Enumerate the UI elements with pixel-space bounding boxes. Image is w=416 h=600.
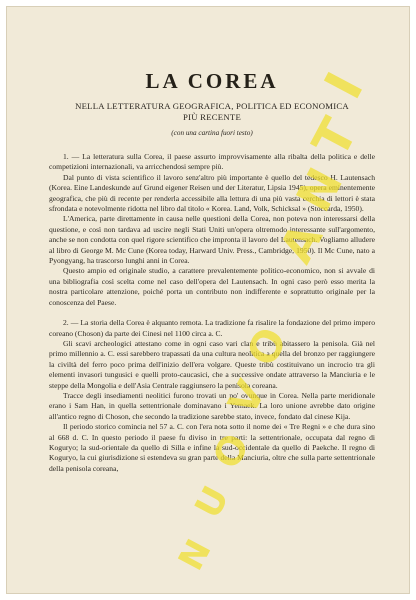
paragraph: 2. — La storia della Corea è alquanto remota. La tradizione fa risalire la fondazione del primo impero coreano (Choson) da parte dei Cinesi nel 1100 circa a. C. [49, 318, 375, 338]
article-subtitle [49, 101, 375, 123]
subtitle-line-1: NELLA LETTERATURA GEOGRAFICA, POLITICA ED ECONOMICA [75, 101, 349, 111]
watermark-letter: O [204, 425, 259, 476]
section-2 [49, 318, 375, 474]
watermark-letter: O [236, 319, 297, 374]
article [49, 69, 375, 474]
paragraph: Il periodo storico comincia nel 57 a. C. con l'era nota sotto il nome dei « Tre Regni » e che dura sino al 668 d. C. In questo periodo il paese fu diviso in tre parti: la settentrionale, occupata dal regno di Koguryo; la sud-orientale da quello di Silla e infine la sud-occidentale da quello di Paekche. Il regno di Koguryo, la cui giurisdizione si estendeva su gran parte della Manciuria, oltre che sulla parte settentrionale della penisola coreana, [49, 422, 375, 473]
article-title: LA COREA [145, 69, 279, 93]
paragraph: Gli scavi archeologici attestano come in ogni caso vari clan e tribù abitassero la penisola. Già nel primo millennio a. C. essi sarebbero trapassati da una cultura neolitica a quella del bronzo per raggiungere la civiltà del ferro poco prima dell'inizio dell'era volgare. Queste tribù costituivano un incrocio tra gli elementi invasori tungusici e quelli proto-caucasici, che a successive ondate attraverso la Manciuria e le steppe della Mongolia e dell'Asia Centrale raggiunsero la penisola coreana. [49, 338, 375, 390]
watermark-letter: N [170, 533, 220, 577]
watermark-letter: I [313, 63, 376, 109]
article-note: (con una cartina fuori testo) [171, 129, 253, 137]
watermark-letter: T [300, 109, 369, 167]
paragraph: Questo ampio ed originale studio, a carattere prevalentemente politico-economico, non si avvale di una bibliografia così scelta come nel caso dell'opera del Lautensach. In ogni caso però esso merita la nostra particolare attenzione, poiché porta un contributo non indifferente e soprattutto originale per la conoscenza del Paese. [49, 266, 375, 307]
paragraph: Dal punto di vista scientifico il lavoro senz'altro più importante è quello del tedesco H. Lautensach (Korea. Eine Landeskunde auf Grund eigener Reisen und der Literatur, Lipsia 1945), opera eminentemente geografica, che più di recente per renderla accessibile alla lettura di una più vasta cerchia di lettori è stata sfrondata e notevolmente ridotta nel libro dal titolo « Korea. Land, Volk, Schicksal » (Stoccarda, 1950). [49, 172, 375, 214]
watermark-letter: N [286, 159, 355, 222]
paragraph: Tracce degli insediamenti neolitici furono trovati un po' ovunque in Corea. Nella parte meridionale erano i Sam Han, in quella settentrionale dominavano i Yemaek. La loro unione avrebbe dato origine all'antico regno di Choson, che secondo la tradizione sarebbe stato, invece, fondato dal cinese Kija. [49, 390, 375, 421]
paragraph: 1. — La letteratura sulla Corea, il paese assurto improvvisamente alla ribalta della politica e delle competizioni internazionali, va arricchendosi sempre più. [49, 152, 375, 172]
document-page [7, 7, 409, 593]
paragraph: L'America, parte direttamente in causa nelle questioni della Corea, non poteva non interessarsi della questione, e così non tardava ad uscire negli Stati Uniti un'opera oltremodo interessante sull'argomento, anche se non condotta con quel rigore scientifico che impronta il lavoro del Lautensach. Vogliamo alludere al libro di George M. Mc Cune (Korea today, Harward Univ. Press., Cambridge, 1950). Il Mc Cune, nato a Pyongyang, ha trascorso lunghi anni in Corea. [49, 214, 375, 266]
watermark-letter: V [219, 373, 276, 423]
subtitle-line-2: PIÙ RECENTE [182, 112, 241, 122]
watermark-letter: U [187, 479, 238, 525]
watermark-letter: A [268, 214, 334, 272]
section-1 [49, 152, 375, 308]
